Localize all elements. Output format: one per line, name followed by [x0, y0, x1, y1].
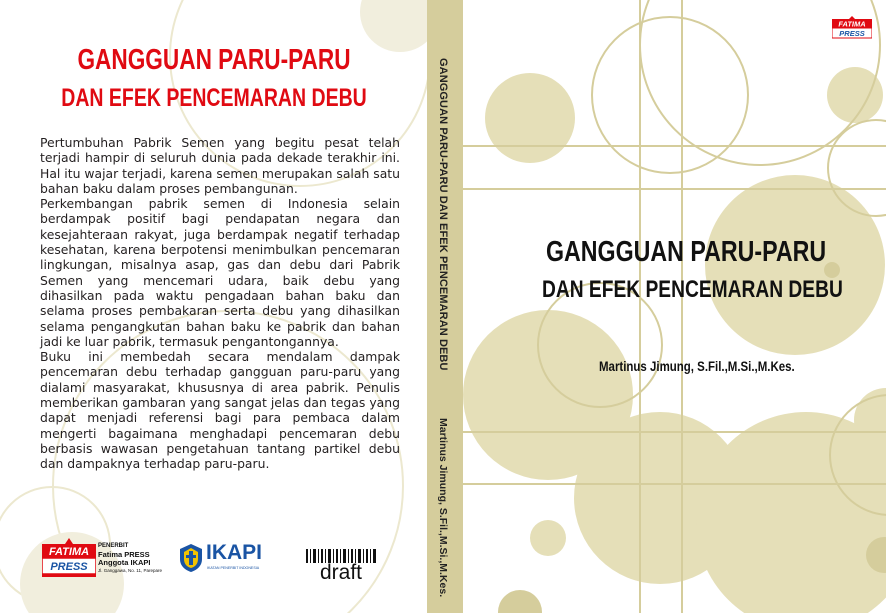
- back-cover-title-line1: GANGGUAN PARU-PARU: [77, 44, 351, 76]
- ikapi-name: IKAPI: [206, 541, 263, 564]
- front-cover-title-line1: GANGGUAN PARU-PARU: [546, 236, 827, 268]
- fatima-press-logo-small: [832, 16, 872, 40]
- publisher-name: Fatima PRESS: [98, 549, 150, 559]
- publisher-label: PENERBIT: [98, 543, 129, 549]
- spine-title: GANGGUAN PARU-PARU DAN EFEK PENCEMARAN DEBU: [437, 58, 449, 371]
- publisher-info: [98, 543, 162, 574]
- publisher-block: [42, 538, 162, 586]
- ikapi-logo: [178, 543, 268, 575]
- back-cover-title-line2: DAN EFEK PENCEMARAN DEBU: [61, 84, 367, 112]
- ikapi-subtitle: IKATAN PENERBIT INDONESIA: [207, 566, 260, 570]
- logo-fatima-text: FATIMA: [48, 546, 90, 558]
- logo-fatima-text-small: FATIMA: [838, 19, 866, 29]
- front-cover-author: Martinus Jimung, S.Fil.,M.Si.,M.Kes.: [599, 359, 795, 374]
- logo-press-text: PRESS: [50, 561, 88, 573]
- front-cover-title-line2: DAN EFEK PENCEMARAN DEBU: [542, 276, 843, 303]
- publisher-address: Jl. Ganggawa, No. 11, Parepare: [98, 567, 162, 573]
- blurb-paragraph-2: Perkembangan pabrik semen di Indonesia selain berdampak positif bagi pendapatan negara dan kesejahteraan rakyat, juga berdampak negatif terhadap kesehatan, karena berpotensi menimbulkan pencemaran lingkungan, misalnya asap, gas dan debu dari Pabrik Semen yang mencemari udara, baik debu yang dihasilkan pada waktu pengadaan bahan baku dan selama proses pembakaran serta debu yang dihasilkan selama pengangkutan bahan baku ke pabrik dan bahan jadi ke luar pabrik, termasuk pengantongannya.: [40, 196, 400, 349]
- back-cover-blurb: [40, 135, 400, 472]
- logo-press-text-small: PRESS: [839, 29, 865, 38]
- ikapi-emblem-icon: [178, 543, 204, 573]
- barcode-label: draft: [319, 561, 363, 584]
- spine-author: Martinus Jimung, S.Fil.,M.Si.,M.Kes.: [437, 418, 449, 598]
- blurb-paragraph-1: Pertumbuhan Pabrik Semen yang begitu pesat telah terjadi hampir di seluruh dunia pada dekade terakhir ini. Hal itu wajar terjadi, karena semen merupakan salah satu bahan baku dalam proses pembangunan.: [40, 135, 400, 196]
- blurb-paragraph-3: Buku ini membedah secara mendalam dampak pencemaran debu terhadap gangguan paru-paru yang dialami masyarakat, khususnya di area pabrik. Penulis memberikan gambaran yang sangat jelas dan tegas yang dapat menjadi referensi bagi para pembaca dalam mengerti bagaimana menghadapi pencemaran debu berbasis wawasan pengetahuan tantang partikel debu dan dampaknya terhadap paru-paru.: [40, 349, 400, 472]
- fatima-press-logo: [42, 538, 96, 578]
- publisher-membership: Anggota IKAPI: [98, 557, 151, 567]
